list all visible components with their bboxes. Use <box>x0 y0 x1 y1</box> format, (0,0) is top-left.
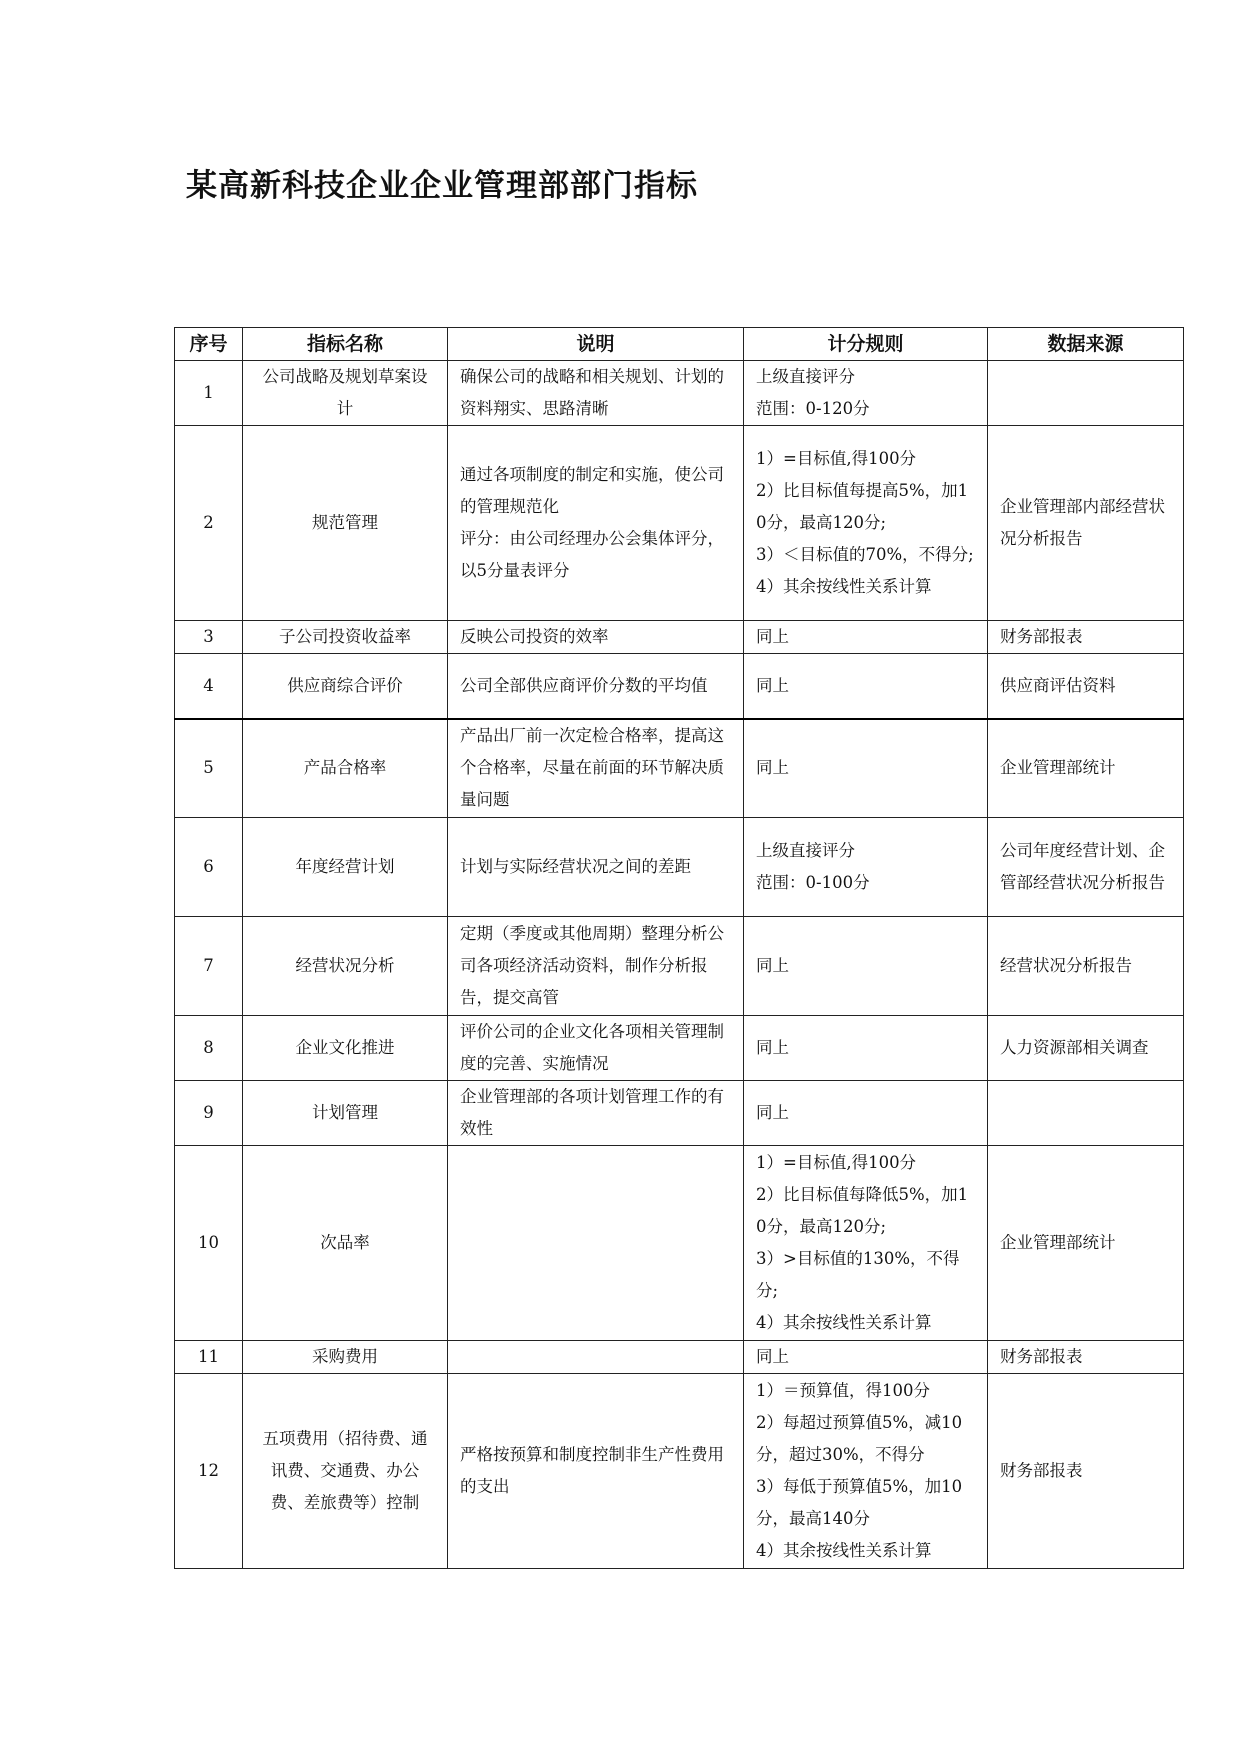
indicator-name-cell: 年度经营计划 <box>243 818 448 917</box>
scoring-rule-line: 4）其余按线性关系计算 <box>756 1541 932 1560</box>
indicator-name-cell: 产品合格率 <box>243 719 448 818</box>
description-cell: 确保公司的战略和相关规划、计划的资料翔实、思路清晰 <box>448 361 744 426</box>
serial-number-cell: 8 <box>175 1016 243 1081</box>
table-row <box>175 621 1184 654</box>
table-row <box>175 426 1184 621</box>
table-row <box>175 1016 1184 1081</box>
scoring-rule-line: 同上 <box>756 675 789 695</box>
description-cell: 定期（季度或其他周期）整理分析公司各项经济活动资料，制作分析报告，提交高管 <box>448 917 744 1016</box>
scoring-rule-line: 4）其余按线性关系计算 <box>756 1313 932 1332</box>
table-row <box>175 818 1184 917</box>
data-source-cell: 财务部报表 <box>988 621 1184 654</box>
data-source-cell: 企业管理部内部经营状况分析报告 <box>988 426 1184 621</box>
data-source-cell: 财务部报表 <box>988 1341 1184 1374</box>
scoring-rule-line: 范围：0-100分 <box>756 873 870 892</box>
scoring-rule-line: 2）每超过预算值5%，减10分，超过30%，不得分 <box>756 1413 963 1464</box>
indicator-name-cell: 次品率 <box>243 1146 448 1341</box>
serial-number-cell: 12 <box>175 1374 243 1569</box>
scoring-rule-line: 同上 <box>756 956 789 975</box>
description-cell <box>448 1146 744 1341</box>
data-source-cell: 人力资源部相关调查 <box>988 1016 1184 1081</box>
scoring-rule-cell <box>744 361 988 426</box>
serial-number-cell: 2 <box>175 426 243 621</box>
table-row <box>175 1374 1184 1569</box>
indicator-name-cell: 公司战略及规划草案设计 <box>243 361 448 426</box>
description-cell: 反映公司投资的效率 <box>448 621 744 654</box>
scoring-rule-line: 3）＜目标值的70%，不得分; <box>756 545 974 564</box>
scoring-rule-line: 3）每低于预算值5%，加10分，最高140分 <box>756 1477 963 1528</box>
table-row <box>175 1081 1184 1146</box>
scoring-rule-cell <box>744 654 988 719</box>
header-indicator-name: 指标名称 <box>243 328 448 361</box>
scoring-rule-line: 范围：0-120分 <box>756 399 870 418</box>
scoring-rule-cell <box>744 1341 988 1374</box>
data-source-cell: 经营状况分析报告 <box>988 917 1184 1016</box>
description-cell: 公司全部供应商评价分数的平均值 <box>448 654 744 719</box>
serial-number-cell: 1 <box>175 361 243 426</box>
table-header-row <box>175 328 1184 361</box>
data-source-cell: 供应商评估资料 <box>988 654 1184 719</box>
indicator-name-cell: 企业文化推进 <box>243 1016 448 1081</box>
indicator-name-cell: 子公司投资收益率 <box>243 621 448 654</box>
table-row <box>175 361 1184 426</box>
indicator-name-cell: 计划管理 <box>243 1081 448 1146</box>
scoring-rule-line: 1）=目标值,得100分 <box>756 1153 917 1172</box>
scoring-rule-cell <box>744 426 988 621</box>
description-cell <box>448 1341 744 1374</box>
scoring-rule-line: 上级直接评分 <box>756 367 855 386</box>
serial-number-cell: 10 <box>175 1146 243 1341</box>
scoring-rule-line: 同上 <box>756 758 789 778</box>
table-row <box>175 719 1184 818</box>
table-row <box>175 654 1184 719</box>
scoring-rule-cell <box>744 621 988 654</box>
scoring-rule-cell <box>744 1016 988 1081</box>
indicator-name-cell: 供应商综合评价 <box>243 654 448 719</box>
serial-number-cell: 5 <box>175 719 243 818</box>
serial-number-cell: 11 <box>175 1341 243 1374</box>
indicator-name-cell: 规范管理 <box>243 426 448 621</box>
header-scoring-rule: 计分规则 <box>744 328 988 361</box>
scoring-rule-line: 同上 <box>756 1038 789 1057</box>
header-description: 说明 <box>448 328 744 361</box>
kpi-table <box>174 327 1184 1569</box>
scoring-rule-line: 上级直接评分 <box>756 841 855 860</box>
scoring-rule-cell <box>744 917 988 1016</box>
description-cell: 产品出厂前一次定检合格率，提高这个合格率，尽量在前面的环节解决质量问题 <box>448 719 744 818</box>
serial-number-cell: 3 <box>175 621 243 654</box>
description-cell: 计划与实际经营状况之间的差距 <box>448 818 744 917</box>
header-serial-number: 序号 <box>175 328 243 361</box>
indicator-name-cell: 五项费用（招待费、通讯费、交通费、办公费、差旅费等）控制 <box>243 1374 448 1569</box>
header-data-source: 数据来源 <box>988 328 1184 361</box>
serial-number-cell: 4 <box>175 654 243 719</box>
table-row <box>175 1341 1184 1374</box>
data-source-cell <box>988 361 1184 426</box>
indicator-name-cell: 经营状况分析 <box>243 917 448 1016</box>
scoring-rule-line: 2）比目标值每提高5%，加10分，最高120分; <box>756 481 969 532</box>
scoring-rule-cell <box>744 1081 988 1146</box>
table-body <box>175 361 1184 1569</box>
serial-number-cell: 6 <box>175 818 243 917</box>
document-title: 某高新科技企业企业管理部部门指标 <box>186 168 698 204</box>
scoring-rule-line: 同上 <box>756 1347 789 1366</box>
data-source-cell <box>988 1081 1184 1146</box>
description-cell: 评价公司的企业文化各项相关管理制度的完善、实施情况 <box>448 1016 744 1081</box>
description-cell: 企业管理部的各项计划管理工作的有效性 <box>448 1081 744 1146</box>
scoring-rule-line: 1）=目标值,得100分 <box>756 449 917 468</box>
data-source-cell: 企业管理部统计 <box>988 1146 1184 1341</box>
description-cell: 严格按预算和制度控制非生产性费用的支出 <box>448 1374 744 1569</box>
serial-number-cell: 7 <box>175 917 243 1016</box>
scoring-rule-line: 同上 <box>756 1103 789 1122</box>
scoring-rule-line: 2）比目标值每降低5%，加10分，最高120分; <box>756 1185 969 1236</box>
scoring-rule-line: 3）>目标值的130%，不得分; <box>756 1249 960 1300</box>
data-source-cell: 公司年度经营计划、企管部经营状况分析报告 <box>988 818 1184 917</box>
indicator-name-cell: 采购费用 <box>243 1341 448 1374</box>
scoring-rule-line: 1）＝预算值，得100分 <box>756 1381 930 1400</box>
description-cell: 通过各项制度的制定和实施，使公司的管理规范化 评分：由公司经理办公会集体评分，以5分量表评分 <box>448 426 744 621</box>
scoring-rule-line: 同上 <box>756 627 789 646</box>
serial-number-cell: 9 <box>175 1081 243 1146</box>
scoring-rule-line: 4）其余按线性关系计算 <box>756 577 932 596</box>
data-source-cell: 财务部报表 <box>988 1374 1184 1569</box>
scoring-rule-cell <box>744 1146 988 1341</box>
data-source-cell: 企业管理部统计 <box>988 719 1184 818</box>
table-row <box>175 1146 1184 1341</box>
scoring-rule-cell <box>744 719 988 818</box>
table-row <box>175 917 1184 1016</box>
scoring-rule-cell <box>744 1374 988 1569</box>
scoring-rule-cell <box>744 818 988 917</box>
